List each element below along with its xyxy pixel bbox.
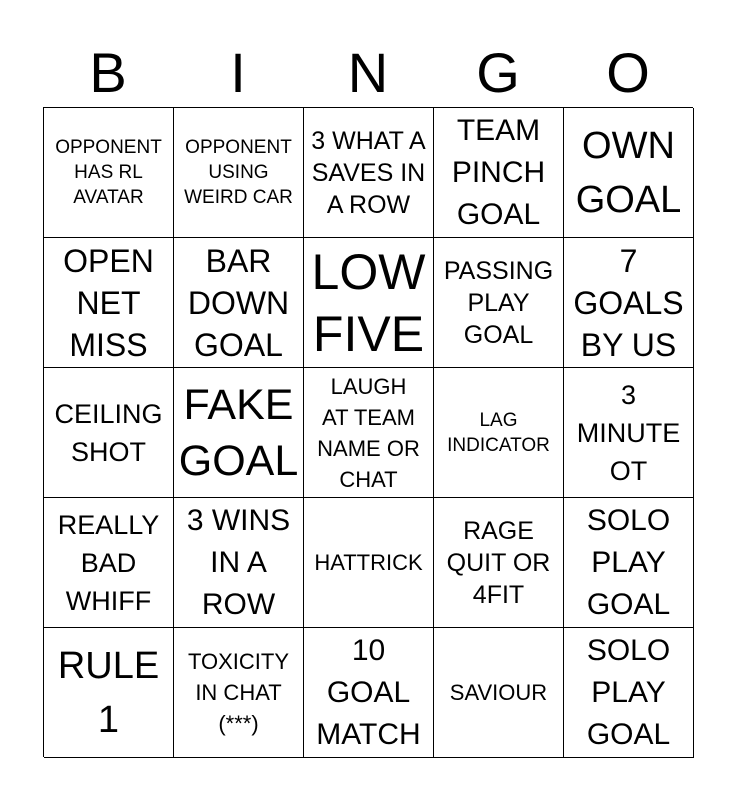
bingo-cell[interactable] [44,628,174,758]
cell-label: LAUGH AT TEAM NAME OR CHAT [317,373,420,492]
bingo-cell[interactable] [44,498,174,628]
cell-label: PASSING PLAY GOAL [443,256,554,349]
bingo-cell[interactable] [304,108,434,238]
bingo-cell[interactable] [44,238,174,368]
bingo-cell[interactable] [304,498,434,628]
bingo-cell[interactable] [174,238,304,368]
bingo-cell[interactable] [564,238,694,368]
bingo-cell[interactable] [304,238,434,368]
bingo-cell[interactable] [174,628,304,758]
bingo-cell[interactable] [44,108,174,238]
bingo-cell[interactable] [434,498,564,628]
cell-label: OPEN NET MISS [63,242,154,363]
cell-label: 3 WHAT A SAVES IN A ROW [311,126,426,219]
bingo-cell[interactable] [434,368,564,498]
header-letter-n: N [347,41,389,104]
bingo-grid [43,107,693,757]
cell-label: LAG INDICATOR [447,409,550,456]
bingo-cell[interactable] [174,368,304,498]
cell-label: OPPONENT USING WEIRD CAR [184,137,293,208]
bingo-cell[interactable] [174,498,304,628]
cell-label: 10 GOAL MATCH [316,633,421,751]
bingo-cell[interactable] [564,498,694,628]
cell-label: TEAM PINCH GOAL [451,113,546,231]
bingo-cell[interactable] [564,628,694,758]
cell-label: SOLO PLAY GOAL [586,503,671,621]
cell-label: RAGE QUIT OR 4FIT [446,516,551,609]
bingo-cell[interactable] [434,238,564,368]
cell-label: SAVIOUR [449,680,548,705]
cell-label: LOW FIVE [311,243,426,362]
bingo-cell[interactable] [304,368,434,498]
bingo-cell[interactable] [304,628,434,758]
cell-label: HATTRICK [314,550,423,575]
cell-label: SOLO PLAY GOAL [586,633,671,751]
cell-label: BAR DOWN GOAL [187,242,290,363]
cell-label: OPPONENT HAS RL AVATAR [55,137,162,208]
bingo-cell[interactable] [564,108,694,238]
cell-label: RULE 1 [57,644,160,741]
header-letter-i: I [230,41,246,104]
cell-label: 3 WINS IN A ROW [186,503,291,621]
header-letter-b: B [89,41,127,104]
cell-label: 7 GOALS BY US [573,242,684,363]
bingo-cell[interactable] [434,108,564,238]
cell-label: OWN GOAL [575,124,682,221]
cell-label: CEILING SHOT [54,398,163,467]
cell-label: FAKE GOAL [178,380,299,485]
bingo-cell[interactable] [434,628,564,758]
bingo-header [43,42,693,104]
bingo-cell[interactable] [44,368,174,498]
header-letter-g: G [476,41,520,104]
bingo-cell[interactable] [174,108,304,238]
header-letter-o: O [606,41,650,104]
cell-label: 3 MINUTE OT [576,379,681,486]
bingo-cell[interactable] [564,368,694,498]
cell-label: TOXICITY IN CHAT (***) [187,649,290,736]
cell-label: REALLY BAD WHIFF [57,509,160,616]
